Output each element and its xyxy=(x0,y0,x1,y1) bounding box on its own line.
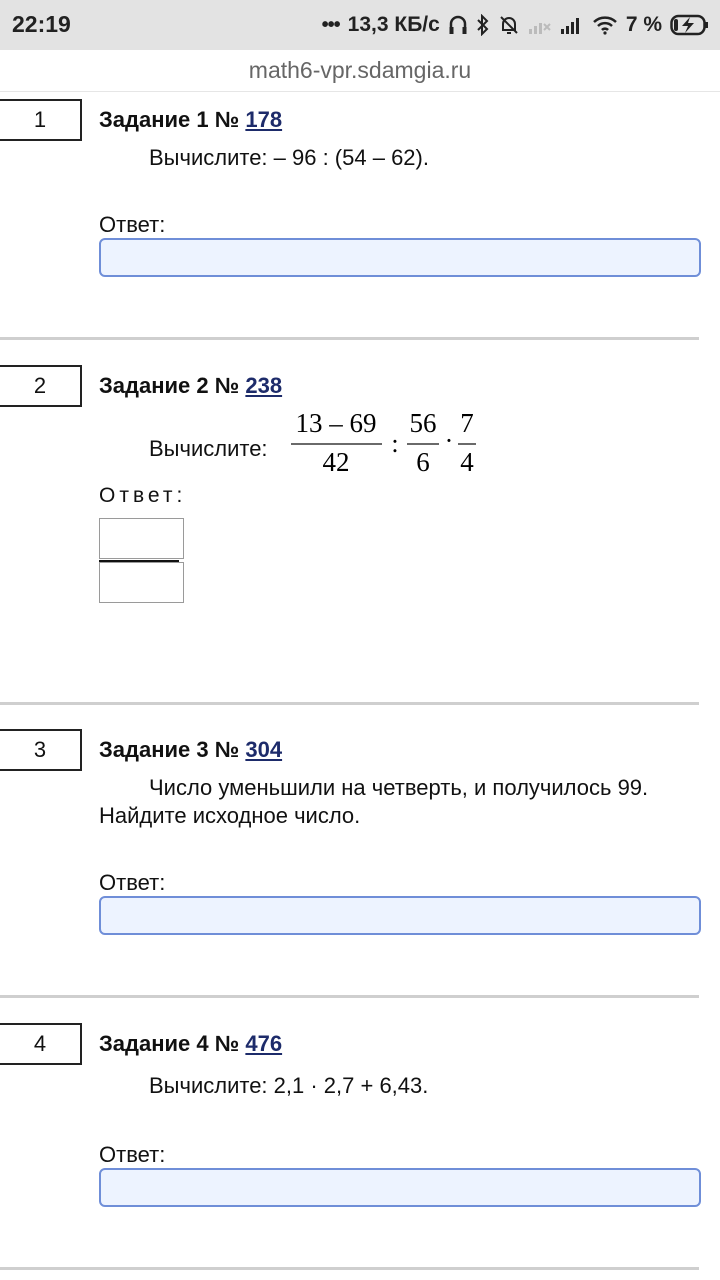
network-speed: 13,3 КБ/с xyxy=(347,13,440,36)
fraction2-denominator: 6 xyxy=(416,447,430,477)
bell-muted-icon xyxy=(498,14,520,36)
task-number: 3 xyxy=(0,729,82,771)
url-text: math6-vpr.sdamgia.ru xyxy=(248,57,472,83)
task-title-label: Задание 3 № xyxy=(99,737,246,762)
fraction1-numerator: 13 – 69 xyxy=(295,408,377,438)
wifi-icon xyxy=(592,15,618,35)
divide-sign: : xyxy=(391,429,399,458)
task-title xyxy=(99,373,282,399)
task-text xyxy=(99,144,709,172)
task-text-line1: Число уменьшили на четверть, и получилось 99. xyxy=(149,775,649,800)
task-title-label: Задание 2 № xyxy=(99,373,246,398)
fraction2-numerator: 56 xyxy=(409,408,437,438)
divider xyxy=(0,1267,699,1270)
multiply-sign: · xyxy=(444,426,454,455)
battery-percent: 7 % xyxy=(625,13,662,36)
url-bar[interactable] xyxy=(0,50,720,92)
task-text-content: Вычислите: – 96 : (54 – 62). xyxy=(149,145,429,170)
task-title xyxy=(99,737,282,763)
more-notifications-icon: ••• xyxy=(321,13,340,36)
signal-weak-icon xyxy=(528,15,552,35)
answer-input[interactable] xyxy=(99,1168,701,1207)
task-text-content: Вычислите: 2,1 · 2,7 + 6,43. xyxy=(149,1073,429,1098)
task-link[interactable]: 304 xyxy=(245,737,283,762)
task-number: 4 xyxy=(0,1023,82,1065)
math-expression xyxy=(286,403,486,479)
answer-denominator-input[interactable] xyxy=(99,562,184,603)
task-title-label: Задание 1 № xyxy=(99,107,246,132)
answer-label: Ответ: xyxy=(99,1142,166,1167)
status-icons xyxy=(322,10,710,40)
task-title xyxy=(99,107,282,133)
headphones-icon xyxy=(448,14,468,36)
answer-label: Ответ: xyxy=(99,212,166,237)
task-text-line2: Найдите исходное число. xyxy=(99,803,361,828)
answer-input[interactable] xyxy=(99,238,701,277)
answer-input[interactable] xyxy=(99,896,701,935)
task-text xyxy=(99,1072,709,1100)
answer-label: Ответ: xyxy=(99,870,166,895)
task-link[interactable]: 238 xyxy=(245,373,283,398)
task-link[interactable]: 476 xyxy=(245,1031,283,1056)
task-title-label: Задание 4 № xyxy=(99,1031,246,1056)
divider xyxy=(0,702,699,705)
task-title xyxy=(99,1031,282,1057)
status-bar xyxy=(0,0,720,50)
task-link[interactable]: 178 xyxy=(245,107,283,132)
battery-charging-icon xyxy=(670,14,710,36)
task-number: 1 xyxy=(0,99,82,141)
status-time: 22:19 xyxy=(12,11,71,37)
fraction1-denominator: 42 xyxy=(322,447,350,477)
task-text: Вычислите: xyxy=(149,436,268,461)
bluetooth-icon xyxy=(476,14,490,36)
answer-label: Ответ: xyxy=(99,484,187,507)
task-text xyxy=(99,774,709,830)
answer-numerator-input[interactable] xyxy=(99,518,184,559)
task-number: 2 xyxy=(0,365,82,407)
signal-icon xyxy=(560,15,584,35)
fraction3-numerator: 7 xyxy=(460,408,474,438)
divider xyxy=(0,995,699,998)
fraction3-denominator: 4 xyxy=(460,447,474,477)
divider xyxy=(0,337,699,340)
